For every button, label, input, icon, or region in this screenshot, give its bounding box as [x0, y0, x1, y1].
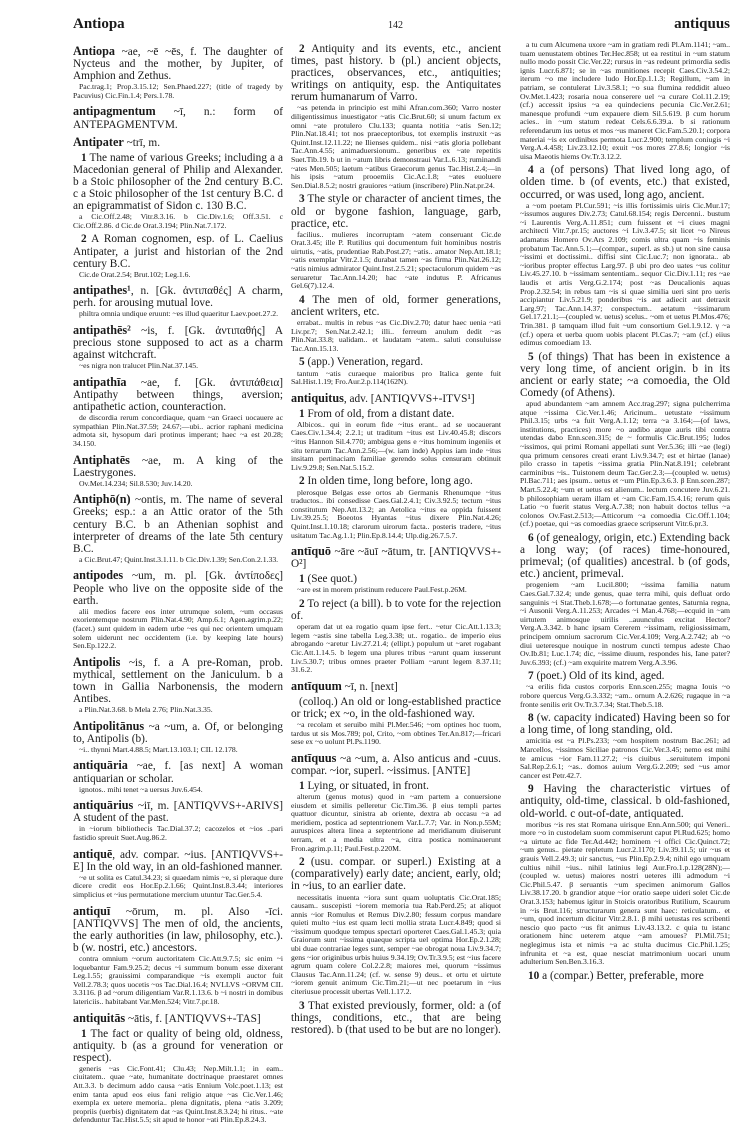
- headword: antipathīa: [73, 374, 127, 389]
- citations: operam dat ut ea rogatio quam ipse fert.. ~etur Cic.Att.1.13.3; legem ~astis sine tabella Leg.3.38; ut.. rogatio.. de imperio eius abrogando ~aretur Liv.27.21.4; (ellipt.) populum ut ~aret rogabant Cic.Att.1.14.5. b legem una plures tribus ~arunt quam iusserunt Liv.5.30.7; tribus omnes praeter Polliam ~arunt legem 8.37.11; 31.6.2.: [291, 622, 501, 675]
- sense-definition: [520, 783, 730, 819]
- sense-text: Lying, or situated, in front.: [304, 779, 429, 792]
- citations: apud abundantem ~am amnem Acc.trag.297; signa pulcherrima atque ~issima Cic.Ver.1.46; Aricinum.. uetustate ~issimum Phil.3.15; urbs ~a fuit Verg.A.1.12; terra ~a 3.164;—(of laws, institutions, practices) more ~o audibo atque auris tibi contra utendas dabo Enn.scen.315; de ~ formulis Cic.Brut.195; ludos ~issimos, qui primi Romani appellati sunt Ver.5.36; illi ~ae (legi) qua primum censores creati erant Liv.9.34.7; est et hirtae (lanae) pilo crasso in tapetis ~issima gratia Plin.Nat.8.191; celebrant carminibus ~is.. Tuistonem deum Tac.Ger.2.3;—(coupled w. uetus) Pl.Bac.711; aes ipsum.. uetus et ~um Plin.Ep.3.6.3. β Enn.scen.287; Mart.5.22.4; ~um et uetus est alienum.. lectum concutere Juv.6.21. b philosophiam ueram illam et ~am Cic.Fam.15.4.16; rerum quis Latio ~o fuerit status Verg.A.7.38; non habuit doctos tellus ~a colonos Ov.Fast.2.513;—Atticorum ~a comoedia Cic.Off.1.104; (cf.) poetae, qui ~as comoedias graece scripserunt Vitr.6.pr.3.: [520, 399, 730, 529]
- citations: a Plin.Nat.3.68. b Mela 2.76; Plin.Nat.3.35.: [79, 705, 213, 715]
- sense-definition: [291, 1000, 501, 1036]
- dictionary-entry: [73, 656, 283, 705]
- dictionary-entry: [73, 799, 283, 824]
- sense-definition: [291, 193, 501, 229]
- entry-text: , adv. compar. ~ius. [ANTIQVVS+-E] In the old way, in an old-fashioned manner.: [73, 848, 283, 873]
- dictionary-entry: [73, 376, 283, 413]
- headword: antiquārius: [73, 798, 134, 813]
- headword: antipagmentum: [73, 104, 156, 119]
- citations: ignotos.. mihi tenet ~a uersus Juv.6.454.: [79, 784, 203, 794]
- sense-number: 10: [528, 969, 540, 982]
- sense-number: 1: [81, 151, 87, 164]
- sense-text: Antiquity and its events, etc., ancient times, past history. b (pl.) ancient objects, practices, observances, etc., antiquities; writings on antiquity, esp. the Antiquitates rerum humanarum of Varro.: [291, 43, 501, 104]
- headword: Antipolitānus: [73, 718, 145, 733]
- dictionary-entry: [73, 324, 283, 361]
- dictionary-entry: [73, 759, 283, 784]
- sense-number: 1: [299, 407, 305, 420]
- sense-text: a (of persons) That lived long ago, of olden time. b (of events, etc.) that existed, occurred, or was used, long ago, ancient.: [520, 164, 730, 201]
- sense-definition: [73, 233, 283, 269]
- dictionary-entry: [291, 680, 501, 693]
- dictionary-entry: [73, 45, 283, 82]
- entry-text: ~ōrum, m. pl. Also -īci. [ANTIQVVS] The men of old, the ancients, the early authorities (in law, philosophy, etc.). b (w. nostri, etc.) ancestors.: [73, 905, 283, 954]
- sense-text: (app.) Veneration, regard.: [304, 356, 424, 369]
- sense-text: The fact or quality of being old, oldness, antiquity. b (as a ground for veneration or respect).: [73, 1027, 283, 1064]
- sense-number: 4: [299, 293, 305, 306]
- citations: ~e ut solita es Catul.34.23; si quaedam nimis ~e, si pleraque dure dicere credit eos Hor.Ep.2.1.66; Quint.Inst.8.3.44; interiores simplicius et ~ius permutatione mercium utuntur Tac.Ger.5.4.: [73, 872, 283, 899]
- citations: progeniem ~am Lucil.800; ~issima familia natum Caes.Gal.7.32.4; unde genus, quae terra mihi, quis defluat ordo sanguinis ~i Stat.Theb.1.678;—o fortunatae gentes, Saturnia regna, ~i Ausonii Verg.A.11.253; Arcades ~i Man.4.768;—ecquid in ~am uirtutem animosque uirilis ..auunculus excitat Hector? Verg.A.3.342. b hanc ipsam Cererem ~issimam, religiosissimam, principem omnium sacrorum Cic.Ver.4.109; Verg.A.2.742; ab ~o diui ueteresque nouique in nostrum cuncti tempus adeste Chao Ov.Ib.81; Luc.1.74; dic, ~issime diuum, respondes his, Iane pater? Juv.6.393; (cf.) ~am exquirite matrem Verg.A.3.96.: [520, 580, 730, 667]
- headword: antiquē: [73, 846, 113, 861]
- entry-text: ~trī, m.: [123, 136, 161, 149]
- entry-text: ~ae, m. A king of the Laestrygones.: [73, 454, 283, 479]
- entry-text: ~ontis, m. The name of several Greeks; esp.: a an Attic orator of the 5th century B.C. b an Athenian sophist and interpreter of dreams of the late 5th century B.C.: [73, 494, 283, 555]
- citations: Cic.de Orat.2.54; Brut.102; Leg.1.6.: [79, 269, 191, 279]
- entry-text: ~iī, m. [ANTIQVVS+-ARIVS] A student of the past.: [73, 800, 283, 825]
- headword: Antiopa: [73, 44, 115, 58]
- sense-definition: [291, 696, 501, 720]
- citations: ~es nigra non tralucet Plin.Nat.37.145.: [79, 361, 199, 371]
- running-head-right: antiquus: [674, 16, 730, 32]
- citations: ~i.. thynni Mart.4.88.5; Mart.13.103.1; CIL 12.178.: [79, 744, 238, 754]
- sense-text: (See quot.): [304, 573, 358, 586]
- citations: Albicos.. qui in eorum fide ~itus erant.. ad se uocauerant Caes.Civ.1.34.4; 2.2.1; ut traditum ~itus est Liv.40.45.8; discors ~itus Hannon Sil.4.770; ambigua gens e ~itus hominum ingeniis et situ terrarum Tac.Ann.2.56;—(w. iam inde) Appius iam inde ~itus insitam pertinaciam familiae gerendo solus censuram obtinuit Liv.9.29.8; Sen.Nat.5.15.2.: [291, 419, 501, 472]
- headword: Antiphatēs: [73, 452, 130, 467]
- entry-text: ~ī, n.: form of ANTEPAGMENTVM.: [73, 106, 283, 131]
- sense-text: (w. capacity indicated) Having been so for a long time, of long standing, old.: [520, 712, 730, 737]
- column-right: [520, 40, 730, 982]
- sense-number: 3: [299, 193, 305, 206]
- citations: a Cic.Brut.47; Quint.Inst.3.1.11. b Cic.Div.1.39; Sen.Con.2.1.33.: [79, 554, 279, 564]
- sense-number: 8: [528, 712, 534, 725]
- headword: antiquitās: [73, 1010, 126, 1025]
- citations: in ~iorum bibliothecis Tac.Dial.37.2; cacozelos et ~ios ..pari fastidio spreuit Suet.Aug.86.2.: [73, 824, 283, 842]
- dictionary-entry: [291, 392, 501, 405]
- citations: ~as petenda in principio est mihi Afran.com.360; Varro noster diligentissimus inuestigator ~atis Cic.Brut.60; si unum factum ex omni ~ate protulero Clu.133; quanta notitia ~atis Sen.12; Plin.Nat.18.41; tot nos praeceptoribus, tot exemplis instruxit ~as Quint.Inst.12.11.22; ne Ilienses quidem.. nisi ~atis gloria pollebant Tac.Ann.4.55; animaduersionum.. generibus ex ~ate repetitis Suet.Tib.19. b ut in ~atum libris demonstraui Var.L.6.13; ruminandi ~ates Men.505; laetum ~atibus Graecorum genus Tac.Hist.2.4;—in his ipsis ~atum prooemiis Cic.Ac.1.8; ~ates euoluere Sen.Dial.8.5.2; nostri grauiores ~atium (inscribere) Plin.Nat.pr.24.: [291, 103, 501, 190]
- sense-number: 7: [528, 670, 534, 683]
- sense-definition: [291, 598, 501, 622]
- sense-number: 3: [299, 999, 305, 1012]
- citations: errabat.. multis in rebus ~as Cic.Div.2.70; datur haec uenia ~ati Liv.pr.7; Sen.Nat.2.42.1; illi.. ferreum anulum dedit ~as Plin.Nat.33.8; ualidam.. et laudatam ~atem.. saluti consuluisse Tac.Ann.15.13.: [291, 318, 501, 353]
- citations: tantum ~atis curaeque maioribus pro Italica gente fuit Sal.Hist.1.19; Fro.Aur.2.p.114(162N).: [291, 368, 501, 387]
- sense-text: (of genealogy, origin, etc.) Extending back a long way; (of races) time-honoured, primeval; (of qualities) ancestral. b (of gods, etc.) ancient, primeval.: [520, 531, 730, 581]
- sense-text: a (compar.) Better, preferable, more: [539, 969, 704, 982]
- citations: alii medios facere eos inter utrumque solem, ~um occasus exorientemque nostrum Plin.Nat.4.90; Amp.6.1; Agen.agrim.p.22; (facet.) sunt quidem in eadem urbe ~es qui nec orientem umquam solem uiderunt nec occidentem (i.e. by keeping late hours) Sen.Ep.122.2.: [73, 606, 283, 651]
- entry-text: ~is, f. [Gk. ἀντιπαθής] A precious stone supposed to act as a charm against witchcraft.: [73, 325, 283, 362]
- dictionary-entry: [73, 720, 283, 745]
- citations: contra omnium ~orum auctoritatem Cic.Att.9.7.5; sic enim ~i loquebantur Fam.9.25.2; decus ~i summum bonum esse dixerant Leg.1.55; grauissimi comparandique ~is exempli auctor fuit Vell.2.78.3; quos uocetis ~os Tac.Dial.16.4; NVLLVS ~ORVM CIL 3.3116. β ad ~orum diligentiam Var.R.1.13.6. b ~i nostri in domibus latericiis.. habitabant Var.Men.524; Vitr.7.pr.18.: [73, 953, 283, 1006]
- citations: moribus ~is res stat Romana uirisque Enn.Ann.500; qui Veneri.. more ~o in custodelam suom commiserunt caput Pl.Rud.625; homo ~a uirtute ac fide Ter.Ad.442; hominem ~i offici Cic.Quinct.72; ~um genus.. pietate repletum Lucr.2.1170; Liv.39.11.5; uir ~us et grauis Vell.2.49.3; uir sanctus, ~us Plin.Ep.2.9.4; nihil ego umquam cultius nihil ~ius.. nihil latinius legi Aur.Fro.1.p.128(28N);—(coupled w. uetus) maiores nostri ueteres illi admodum ~i Cic.Phil.5.47. β seruantis ~um specimen animorum Gallos Liv.38.17.20. b grandior atque ~ior oratio saepe uideri solet Cic.de Orat.3.153; habemus igitur in Stoicis oratoribus Rutilium, Scaurum in ~is Brut.116; structurarum genera sunt haec: reticulatum.. et ~um, quod incertum dicitur Vitr.2.8.1. β mihi uetustas res scribenti nescio quo pacto ~us fit animus Liv.43.13.2. c quia tu istanc orationem hinc ueterem atque ~am amoues? Pl.Mil.751; neglegimus ista et nimis ~a ac stulta ducimus Cic.Phil.1.25; infrunita et ~a est, quae nesciat matrimonium uocari unum adulterium Sen.Ben.3.16.3.: [520, 819, 730, 967]
- entry-text: ~um, m. pl. [Gk. ἀντίποδες] People who live on the opposite side of the earth.: [73, 570, 283, 607]
- sense-definition: [291, 475, 501, 487]
- sense-number: 1: [299, 573, 305, 586]
- entry-text: ~ī, n. [next]: [341, 680, 398, 693]
- dictionary-entry: [73, 136, 283, 149]
- citations: facilius.. mulieres incorruptam ~atem conseruant Cic.de Orat.3.45; ille P. Rutilius qui documentum fuit hominibus nostris uirtutis, ~atis, prudentiae Rab.Post.27; ~atis.. amator Nep.Att.18.1; ~atis exemplar Vitr.2.1.5; durabat tamen ~as firma Plin.Nat.26.12; ~atis nimius admirator Quint.Inst.2.5.21; spectaculorum quidem ~as seruaretur Tac.Ann.14.20; hac ~ate indutus P. Africanus Gel.6(7).12.4.: [291, 229, 501, 291]
- headword: antipodes: [73, 568, 124, 583]
- citations: ~a recolam et seruibo mihi Pl.Mer.546; ~om optines hoc tuom, tardus ut sis Mos.789; pol, Crito, ~om obtines Ter.An.817;—fricari sese ex ~o uolunt Pl.Ps.1190.: [291, 720, 501, 747]
- sense-definition: [291, 294, 501, 318]
- dictionary-entry: [73, 493, 283, 554]
- citations: a ~om poetam Pl.Cur.591; ~is illis fortissimis uiris Cic.Mur.17; ~issumos augures Div.2.73; Catul.68.154; regis Dercenni.. bustum ~i Laurentis Verg.A.11.851; cum fuissent et ~i ciues magni architecti Vitr.7.pr.15; auctores ~i Liv.3.47.5; sit licet ~o Nireus adamatus Homero Ov.Ars 2.109; comis ultra quam ~is feminis probatum Tac.Ann.5.1;—(compar., superl. as sb.) ut non sine causa ~issimi et doctissimi.. diffisi sint Cic.Luc.7; non ignorata.. ab ~ioribus propter effectus Larg.97. β ubi pro deo uates ~us colitur Liv.45.27.10. b ~issimam sententiam.. sequor Cic.Div.1.11; res ~ae laudis et artis Verg.G.2.174; post ~as Deucalionis aquas Prop.2.32.54; in rebus tam ~is si quae similia ueri sint pro ueris accipiantur Liv.5.21.9; ponderibus ~is aut adiecit aut detraxit Larg.97; Tac.Ann.14.37; conspectum.. aetatum ~issimarum Gel.17.21.1;—(coupled w. uetus) scelus.. ~om et uetus Pl.Mos.476; Trin.381. β tamquam illud fuit ~um consortium Gel.1.9.12. γ ~a (cf.) opera et uerba quom uobis placent Pl.Cas.7; ~am (cf.) eiius edimus comoediam 13.: [520, 200, 730, 348]
- sense-number: 2: [299, 43, 305, 55]
- sense-number: 4: [528, 164, 534, 177]
- citations: plerosque Belgas esse ortos ab Germanis Rhenumque ~itus traductos.. ibi consedisse Caes.Gal.2.4.1; Civ.3.92.5; tectum ~itus constitutum Nep.Att.13.2; an Aetolica ~itus ea oppida fuissent Liv.39.25.5; Boeotos Hyantas ~itus dixere Plin.Nat.4.26; Quint.Inst.1.10.18; clarorum uirorum facta.. posteris tradere, ~itus usitatum Tac.Ag.1.1; Plin.Ep.8.14.4; Ulp.dig.26.7.5.7.: [291, 487, 501, 540]
- citations: amicitia est ~a Pl.Ps.233; ~om hospitem nostrum Bac.261; ad Marcellos, ~issimos Siciliae patronos Cic.Ver.3.45; nemo est mihi te amicus ~ior Fam.11.27.2; ~is ciuibus ..seruitutem imponi Sal.Rep.2.6.1; ~as.. domos auium Verg.G.2.209; sed ~us amor cancer est Petr.42.7.: [520, 736, 730, 780]
- headword: Antipolis: [73, 654, 121, 669]
- sense-definition: [291, 780, 501, 792]
- sense-number: 2: [299, 475, 305, 488]
- headword: antiquitus: [291, 390, 344, 405]
- entry-text: ~a ~um, a. Of, or belonging to, Antipolis (b).: [73, 720, 283, 745]
- dictionary-entry: [291, 545, 501, 570]
- sense-number: 5: [528, 350, 534, 363]
- sense-text: In olden time, long before, long ago.: [304, 475, 473, 488]
- sense-number: 2: [81, 233, 87, 246]
- dictionary-entry: [73, 569, 283, 606]
- sense-definition: [291, 408, 501, 420]
- entry-text: ~ae, f. [as next] A woman antiquarian or scholar.: [73, 760, 283, 785]
- headword: antīquum: [291, 678, 342, 693]
- sense-definition: [520, 670, 730, 682]
- sense-number: 5: [299, 356, 305, 369]
- sense-definition: [520, 970, 730, 982]
- sense-number: 2: [299, 597, 305, 610]
- column-middle: [291, 40, 501, 1036]
- headword: antipathes¹: [73, 283, 131, 298]
- sense-text: (usu. compar. or superl.) Existing at a (comparatively) early date; ancient, early, old; in ~ius, to an earlier date.: [291, 856, 501, 893]
- citations: Pac.trag.1; Prop.3.15.12; Sen.Phaed.227; (title of tragedy by Pacuvius) Cic.Fin.1.4; Pers.1.78.: [73, 82, 283, 100]
- headword: Antiphō(n): [73, 492, 131, 507]
- sense-number: 1: [81, 1027, 87, 1040]
- sense-text: The style or character of ancient times, the old or bygone fashion, language, garb, practice, etc.: [291, 193, 501, 230]
- citations: a tu cum Alcumena uxore ~am in gratiam redi Pl.Am.1141; ~am.. tuam uenustatem obtines Ter.Hec.858; ut ea restitui in ~um statum nullo modo possit Cic.Ver.22; rursus in ~as redeunt primordia sedis ignis Lucr.6.871; se in ~as munitiones recepit Caes.Civ.3.54.2; iterum ~o me includere ludo Hor.Ep.1.1.3; Regillum, ~am in patriam, se contulerat Liv.3.58.1; ~o sua flumina reddidit alueo Ov.Met.1.423; rosaria noua conserere uel ~a curare Col.11.2.19; (cf.) accessit ipsius ~a ea quindeciens pecunia Cic.Ver.2.61; manesque profundi ~um expauere diem Sil.5.619. β cum horum acies.. in ~um statum redeat Cels.6.6.39.a. b si rationum referendarum ius uetus et mos ~us maneret Cic.Fam.5.20.1; corpora materiai ~is ex ordinibus permota Lucr.2.900; templum coniugis ~i Verg.A.4.458; Liv.23.12.10; exuit ~os mores 27.8.6; longior ~is uisa Maeotis hiems Ov.Tr.3.12.2.: [520, 40, 730, 161]
- sense-text: To reject (a bill). b to vote for the rejection of.: [291, 597, 501, 623]
- headword: antiquāria: [73, 758, 128, 773]
- citations: necessitatis inuenta ~iora sunt quam uoluptatis Cic.Orat.185; causam.. suscepisti ~iorem memoria tua Rab.Perd.25; at aliquot annis ~ior Romulus et Remus Div.2.80; fessum corpus mandare quieti multo ~ius est quam lecti mollia strata Lucr.4.849; quod si ~issimum quodque tempus spectari oporteret Caes.Gal.1.45.3; quia Graiorum sunt ~issima quaeque scripta uel optima Hor.Ep.2.1.28; ubi duae contrariae leges sunt, semper ~ae obrogat noua Liv.9.34.7; gens ~ior originibus urbis huius 9.34.19; Ov.Tr.3.9.5; est ~ius facere agrum quam colere Col.2.2.8; maiores mei, quorum ~issimus Clausus Tac.Ann.11.24; (cf. w. sense 9) deus.. et ortu et uirtute ~iorem genuit animum Cic.Tim.21;—ut nec poetarum in ~ius citeriusue processit ubertas Vell.1.17.2.: [291, 892, 501, 997]
- entry-text: , adv. [ANTIQVVS+-ITVS¹]: [343, 392, 475, 405]
- sense-definition: [520, 532, 730, 580]
- running-head-left: Antiopa: [73, 16, 125, 32]
- entry-text: ~ae, f. [Gk. ἀντιπάθεια] Antipathy between things, aversion; antipathetic action, counteraction.: [73, 376, 283, 414]
- dictionary-entry: [73, 284, 283, 309]
- citations: generis ~as Cic.Font.41; Clu.43; Nep.Milt.1.1; in eam.. ciuitatem.. quae ~ate, humanitate doctrinaque praestaret omnes Att.3.3. b decimum addo causa ~atis Ennium Volc.poet.1.13; est enim tanta apud eos eius fani religio atque ~as Cic.Ver.1.46; exempla ex uetere memoria.. plena dignitatis, plena ~atis 3.209; propriis (uerbis) dignitatem dat ~as Quint.Inst.8.3.24; hi ritus.. ~ate defenduntur Tac.Hist.5.5; sit apud te honor ~ati Plin.Ep.8.24.3.: [73, 1063, 283, 1125]
- citations: ~are est in morem pristinum reducere Paul.Fest.p.26M.: [297, 585, 467, 595]
- sense-number: 2: [299, 856, 305, 869]
- sense-definition: [520, 351, 730, 399]
- sense-definition: [291, 856, 501, 892]
- sense-text: The name of various Greeks; including a a Macedonian general of Philip and Alexander. b a Stoic philosopher of the 2nd century B.C. c a Stoic philosopher of the 1st century B.C. d an epigrammatist of Sidon c. 130 B.C.: [73, 151, 283, 213]
- sense-number: 9: [528, 783, 534, 796]
- citations: philtra omnia undique eruunt: ~es illud quaeritur Laev.poet.27.2.: [79, 309, 278, 319]
- dictionary-entry: [291, 752, 501, 777]
- dictionary-entry: [73, 105, 283, 130]
- headword: Antipater: [73, 134, 124, 149]
- dictionary-entry: [73, 1012, 283, 1025]
- sense-text: (colloq.) An old or long-established practice or trick; ex ~o, in the old-fashioned way.: [291, 695, 501, 720]
- citations: de discordia rerum concordiaque, quam ~an Graeci uocauere ac sympathian Plin.Nat.37.59; 24.67;—ubi.. acrior raphani medicina admota sit, hysopum dari protinus imperant; haec ~a est 20.28; 34.150.: [73, 413, 283, 448]
- entry-text: ~is, f. a A pre-Roman, prob. mythical, settlement on the Janiculum. b a town in Gallia Narbonensis, the modern Antibes.: [73, 656, 283, 705]
- sense-definition: [291, 573, 501, 585]
- dictionary-entry: [73, 848, 283, 873]
- sense-definition: [73, 152, 283, 212]
- sense-number: 1: [299, 779, 305, 792]
- entry-text: ~ātis, f. [ANTIQVVS+-TAS]: [125, 1012, 261, 1025]
- sense-text: (poet.) Old of its kind, aged.: [533, 670, 665, 683]
- entry-text: ~ae, ~ē ~ēs, f. The daughter of Nycteus and the mother, by Jupiter, of Amphion and Zethus.: [73, 46, 283, 83]
- dictionary-entry: [73, 454, 283, 479]
- entry-text: ~āre ~āuī ~ātum, tr. [ANTIQVVS+-O²]: [291, 546, 501, 571]
- headword: antiquī: [73, 903, 111, 918]
- sense-text: (of things) That has been in existence a very long time, of ancient origin. b in its ancient or early state; ~a comoedia, the Old Comedy (of Athens).: [520, 350, 730, 399]
- citations: alterum (genus motus) quod in ~am partem a conuersione eiusdem et similis pelleretur Cic.Tim.36. β eius templi partes quattuor dicuntur, sinistra ab oriente, dextra ab occasu ~a ad meridiem, postica ad septentrionem Var.L.7.7; Var. in Non.p.55M; auruspices altera linea a septentrione ad meridianum diuiserunt terram, et a media ultra ~a, citra postica nominauerunt Fron.agrim.p.11; Paul.Fest.p.220M.: [291, 792, 501, 853]
- headword: antīquus: [291, 750, 337, 765]
- sense-text: A Roman cognomen, esp. of L. Caelius Antipater, a jurist and historian of the 2nd century B.C.: [73, 233, 283, 270]
- sense-definition: [291, 356, 501, 368]
- sense-definition: [291, 43, 501, 103]
- entry-text: ~a ~um, a. Also anticus and -cuus. compar. ~ior, superl. ~issimus. [ANTE]: [291, 752, 501, 777]
- sense-definition: [73, 1028, 283, 1064]
- citations: Ov.Met.14.234; Sil.8.530; Juv.14.20.: [79, 478, 193, 488]
- sense-definition: [520, 712, 730, 736]
- headword: antīquō: [291, 544, 331, 559]
- sense-text: From of old, from a distant date.: [304, 407, 455, 420]
- citations: ~a erilis fida custos corporis Enn.scen.255; magna Iouis ~o robore quercus Verg.G.3.332; ~am.. ornum A.2.626; rugaque in ~a fronte senilis erit Ov.Tr.3.7.34; Stat.Theb.5.18.: [520, 682, 730, 709]
- entry-text: , n. [Gk. ἀντιπαθές] A charm, perh. for arousing mutual love.: [73, 285, 283, 310]
- sense-text: Having the characteristic virtues of antiquity, old-time, classical. b old-fashioned, old-world. c out-of-date, antiquated.: [520, 783, 730, 820]
- dictionary-entry: [73, 905, 283, 954]
- headword: antipathēs²: [73, 323, 131, 338]
- column-left: [73, 40, 283, 1125]
- page-number: 142: [388, 20, 403, 31]
- sense-text: That existed previously, former, old: a (of things, conditions, etc., that are being restored). b (that used to be but are no longer).: [291, 999, 501, 1036]
- sense-text: The men of old, former generations, ancient writers, etc.: [291, 293, 501, 318]
- sense-definition: [520, 164, 730, 200]
- sense-number: 6: [528, 531, 534, 544]
- citations: a Cic.Off.2.48; Vitr.8.3.16. b Cic.Div.1.6; Off.3.51. c Cic.Off.2.86. d Cic.de Orat.3.194; Plin.Nat.7.172.: [73, 212, 283, 230]
